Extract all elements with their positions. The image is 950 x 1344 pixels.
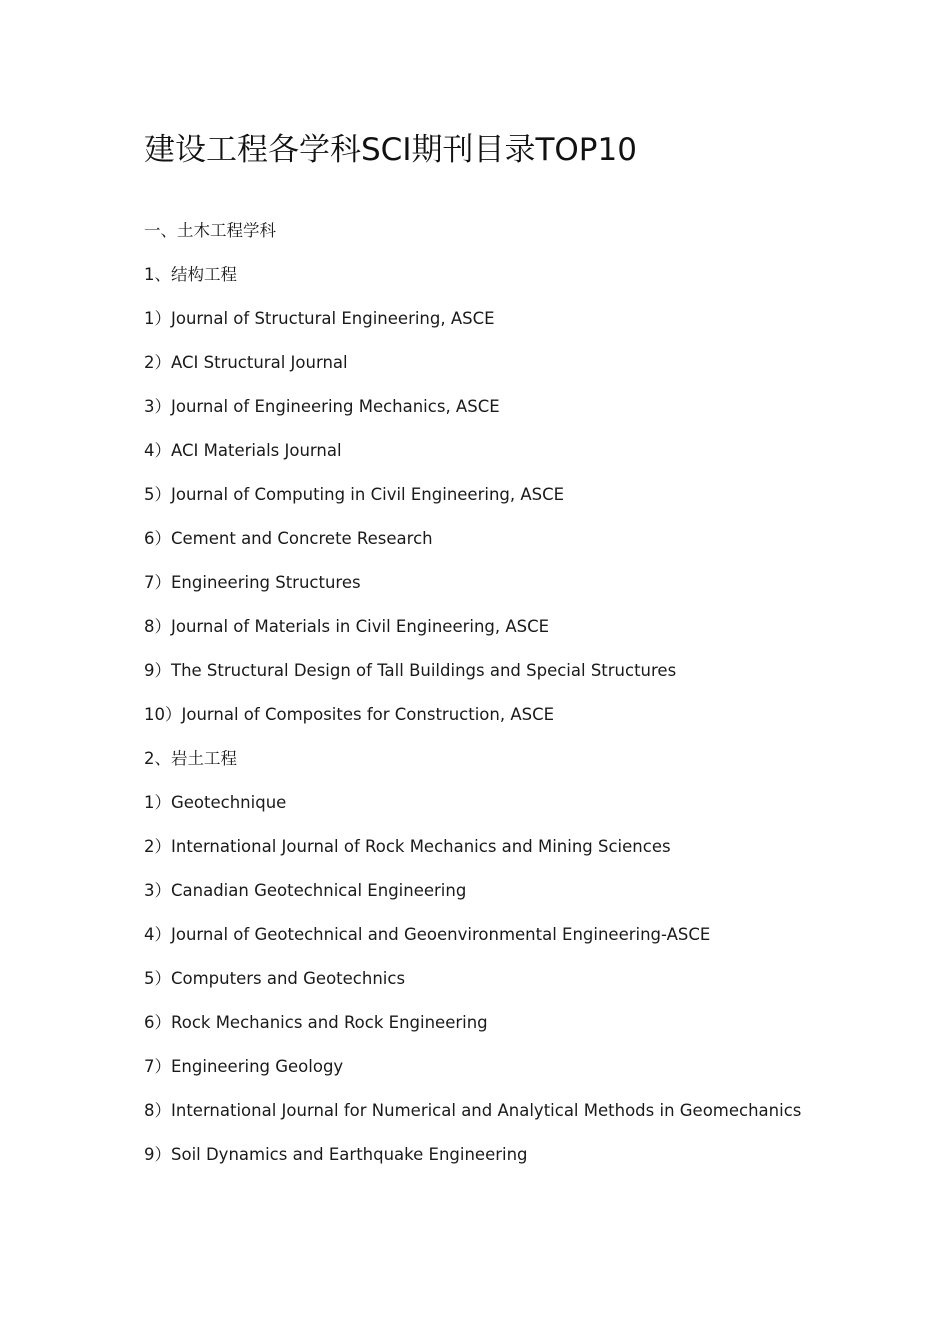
list-item: 2）ACI Structural Journal — [144, 353, 348, 372]
content-list — [144, 209, 924, 1177]
list-item: 4）ACI Materials Journal — [144, 441, 342, 460]
list-item: 5）Computers and Geotechnics — [144, 969, 406, 988]
list-item: 10）Journal of Composites for Construction, ASCE — [144, 705, 555, 724]
list-item: 6）Cement and Concrete Research — [144, 529, 433, 548]
list-item: 7）Engineering Geology — [144, 1057, 344, 1076]
list-item: 4）Journal of Geotechnical and Geoenvironmental Engineering-ASCE — [144, 925, 711, 944]
list-item: 9）Soil Dynamics and Earthquake Engineering — [144, 1145, 528, 1164]
list-item: 8）International Journal for Numerical and Analytical Methods in Geomechanics — [144, 1101, 802, 1120]
list-item: 2）International Journal of Rock Mechanics and Mining Sciences — [144, 837, 671, 856]
section-heading: 一、土木工程学科 — [144, 221, 276, 240]
subsection-heading: 2、岩土工程 — [144, 749, 237, 768]
list-item: 5）Journal of Computing in Civil Engineering, ASCE — [144, 485, 565, 504]
page-title: 建设工程各学科SCI期刊目录TOP10 — [144, 132, 637, 168]
list-item: 7）Engineering Structures — [144, 573, 361, 592]
list-item: 1）Journal of Structural Engineering, ASCE — [144, 309, 495, 328]
list-item: 8）Journal of Materials in Civil Engineering, ASCE — [144, 617, 550, 636]
list-item: 9）The Structural Design of Tall Buildings and Special Structures — [144, 661, 677, 680]
list-item: 3）Journal of Engineering Mechanics, ASCE — [144, 397, 500, 416]
list-item: 1）Geotechnique — [144, 793, 287, 812]
subsection-heading: 1、结构工程 — [144, 265, 237, 284]
list-item: 6）Rock Mechanics and Rock Engineering — [144, 1013, 488, 1032]
list-item: 3）Canadian Geotechnical Engineering — [144, 881, 467, 900]
